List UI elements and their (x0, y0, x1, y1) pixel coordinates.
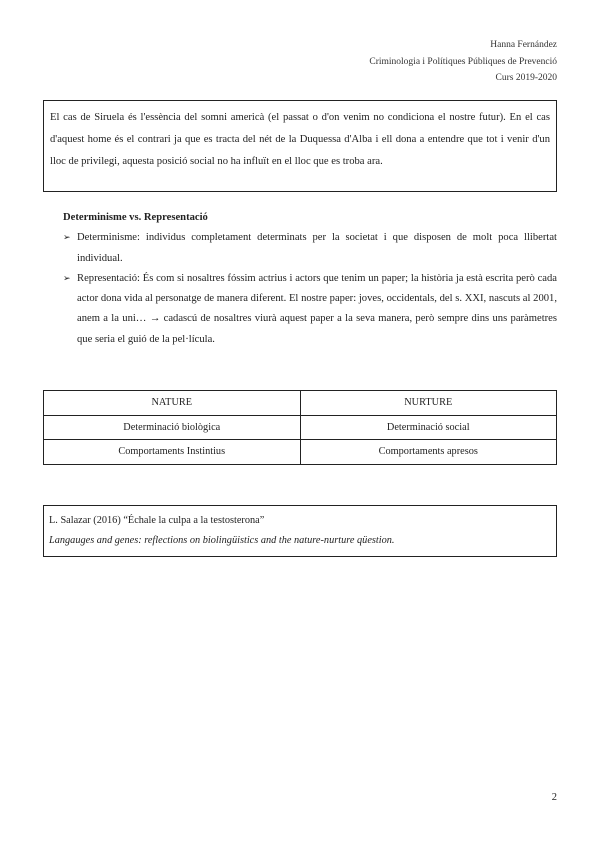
table-row (44, 440, 557, 465)
table-cell: Comportaments Instintius (44, 440, 301, 465)
table-cell: Determinació biològica (44, 415, 301, 440)
bullet-representation (63, 269, 557, 350)
table-cell: Determinació social (300, 415, 557, 440)
table-header-nature: NATURE (44, 391, 301, 416)
bullet-determinism (63, 228, 557, 269)
section-title: Determinisme vs. Representació (63, 212, 208, 223)
nature-nurture-table (43, 390, 557, 465)
determinism-section (63, 208, 557, 350)
header-year: Curs 2019-2020 (495, 73, 557, 83)
page-number: 2 (551, 792, 557, 803)
arrow-bullet-icon: ➢ (63, 273, 71, 284)
table-header-row (44, 391, 557, 416)
header-course: Criminologia i Polítiques Públiques de Prevenció (369, 56, 557, 67)
intro-box (43, 100, 557, 192)
table-cell: Comportaments apresos (300, 440, 557, 465)
arrow-bullet-icon: ➢ (63, 233, 71, 244)
reference-subtitle: Langauges and genes: reflections on biolingüistics and the nature-nurture qüestion. (49, 535, 395, 546)
reference-box (43, 505, 557, 557)
reference-citation: L. Salazar (2016) “Échale la culpa a la testosterona” (49, 515, 265, 526)
header-author: Hanna Fernández (490, 40, 557, 50)
bullet-text: Determinisme: individus completament determinats per la societat i que disposen de molt poca llibertat individual. (77, 232, 557, 264)
bullet-text: Representació: És com si nosaltres fóssim actrius i actors que tenim un paper; la història ja està escrita però cada actor dona vida al personatge de manera diferent. El nostre paper: joves, occidentals, del s. XXI, nascuts al 2001, anem a la uni… → cadascú de nosaltres viurà aquest paper a la seva manera, però sempre dins uns paràmetres que seria el guió de la pel·lícula. (77, 272, 557, 345)
page-header (369, 37, 557, 87)
table-row (44, 415, 557, 440)
table-header-nurture: NURTURE (300, 391, 557, 416)
intro-text: El cas de Siruela és l'essència del somni americà (el passat o d'on venim no condiciona el nostre futur). En el cas d'aquest home és el contrari ja que es tracta del nét de la Duquessa d'Alba i ell dona a entendre que tot i venir d'un lloc de privilegi, aquesta posició social no ha influït en el lloc que es troba ara. (50, 112, 550, 167)
